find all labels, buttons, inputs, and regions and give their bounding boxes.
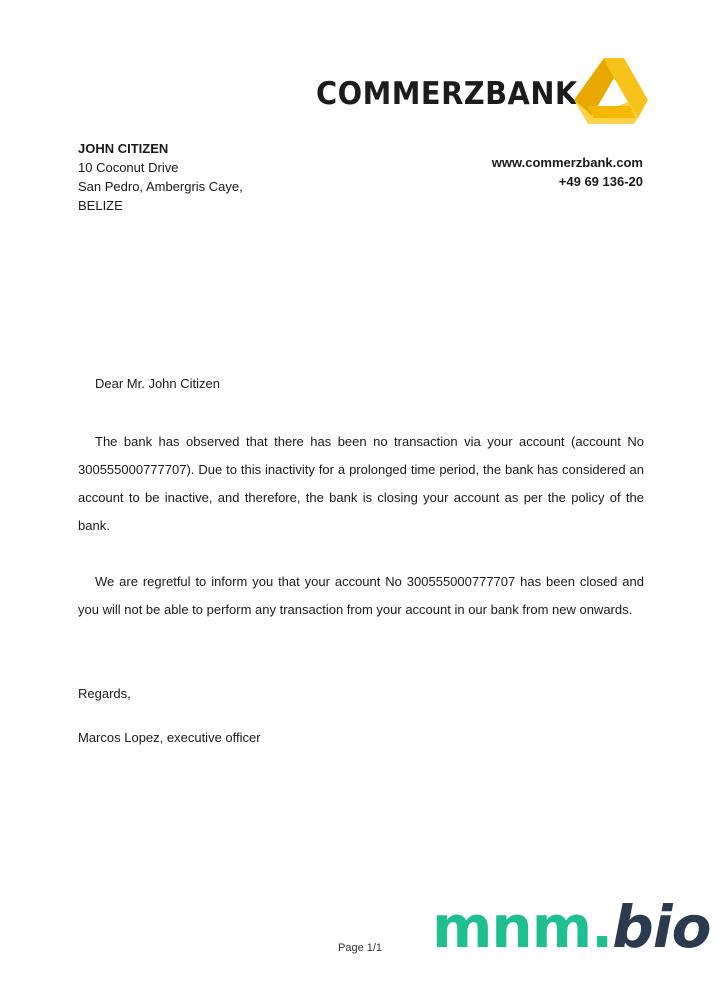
address-line-2: San Pedro, Ambergris Caye,: [78, 179, 243, 194]
bank-contact: [492, 153, 643, 191]
salutation: Dear Mr. John Citizen: [95, 376, 220, 391]
address-line-1: 10 Coconut Drive: [78, 160, 179, 175]
bank-phone: +49 69 136-20: [558, 174, 643, 189]
watermark: [432, 893, 710, 961]
page-number: Page 1/1: [338, 942, 383, 954]
closing: Regards,: [78, 686, 131, 701]
signature: Marcos Lopez, executive officer: [78, 730, 261, 745]
body-paragraph-1: The bank has observed that there has been no transaction via your account (account No 300555000777707). Due to this inactivity for a prolonged time period, the bank has considered an account to be inactive, and therefore, the bank is closing your account as per the policy of the bank.: [78, 434, 644, 533]
bank-logo-text: COMMERZBANK: [316, 76, 578, 112]
recipient-address: [78, 139, 243, 215]
watermark-part-2: bio: [612, 893, 711, 961]
bank-website: www.commerzbank.com: [491, 155, 643, 170]
recipient-name: JOHN CITIZEN: [78, 141, 169, 156]
address-country: BELIZE: [78, 198, 123, 213]
watermark-part-1: mnm.: [432, 893, 613, 961]
bank-logo-icon: [574, 56, 648, 126]
body-paragraph-2: We are regretful to inform you that your account No 300555000777707 has been closed and you will not be able to perform any transaction from your account in our bank from new onwards.: [78, 574, 644, 617]
